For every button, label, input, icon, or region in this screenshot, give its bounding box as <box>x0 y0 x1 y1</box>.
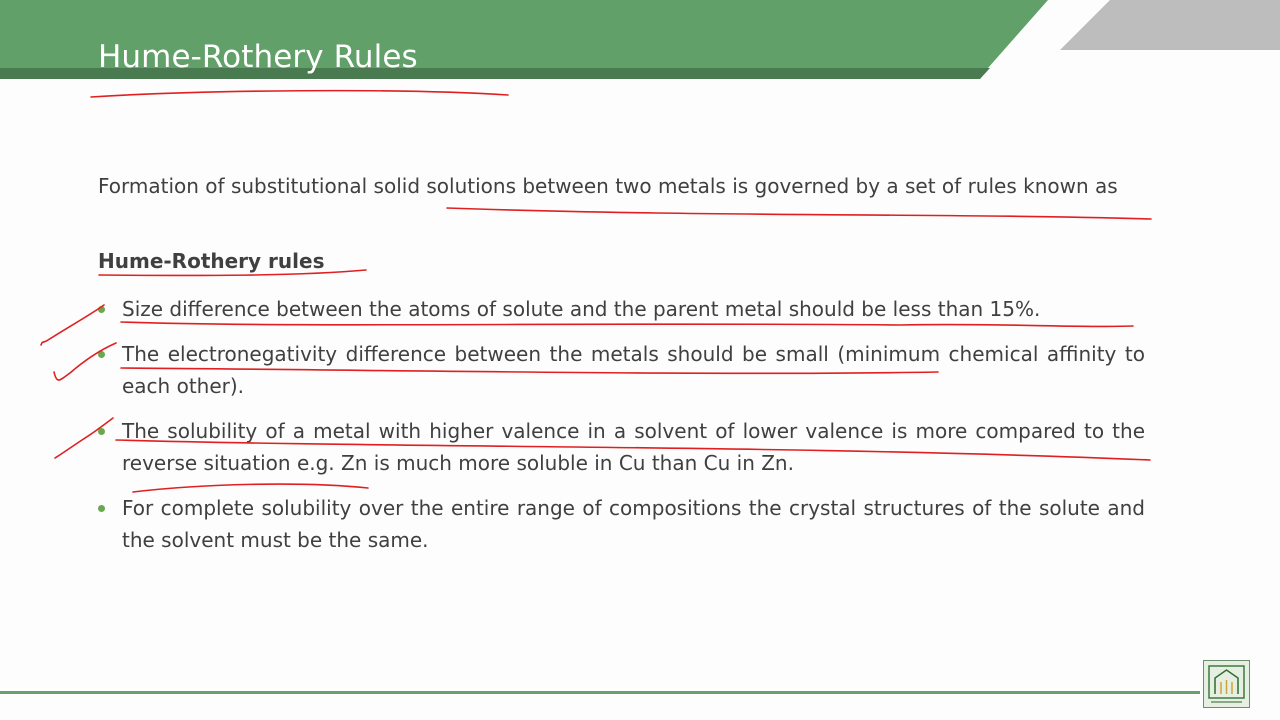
bullet-text: The solubility of a metal with higher valence in a solvent of lower valence is more compared to the reverse situation e.g. Zn is much more soluble in Cu than Cu in Zn. <box>122 419 1145 475</box>
bullet-text: Size difference between the atoms of solute and the parent metal should be less than 15%. <box>122 297 1041 321</box>
slide-title: Hume-Rothery Rules <box>98 38 418 75</box>
bullet-dot-icon <box>98 351 105 358</box>
bullet-dot-icon <box>98 505 105 512</box>
subheading: Hume-Rothery rules <box>98 249 325 273</box>
footer-divider <box>0 691 1200 694</box>
intro-paragraph: Formation of substitutional solid solutions between two metals is governed by a set of rules known as <box>98 174 1118 198</box>
bullet-text: For complete solubility over the entire range of compositions the crystal structures of the solute and the solvent must be the same. <box>122 496 1145 552</box>
bullet-text: The electronegativity difference between the metals should be small (minimum chemical affinity to each other). <box>122 342 1145 398</box>
bullet-dot-icon <box>98 428 105 435</box>
bullet-dot-icon <box>98 306 105 313</box>
university-seal-icon <box>1203 660 1250 708</box>
